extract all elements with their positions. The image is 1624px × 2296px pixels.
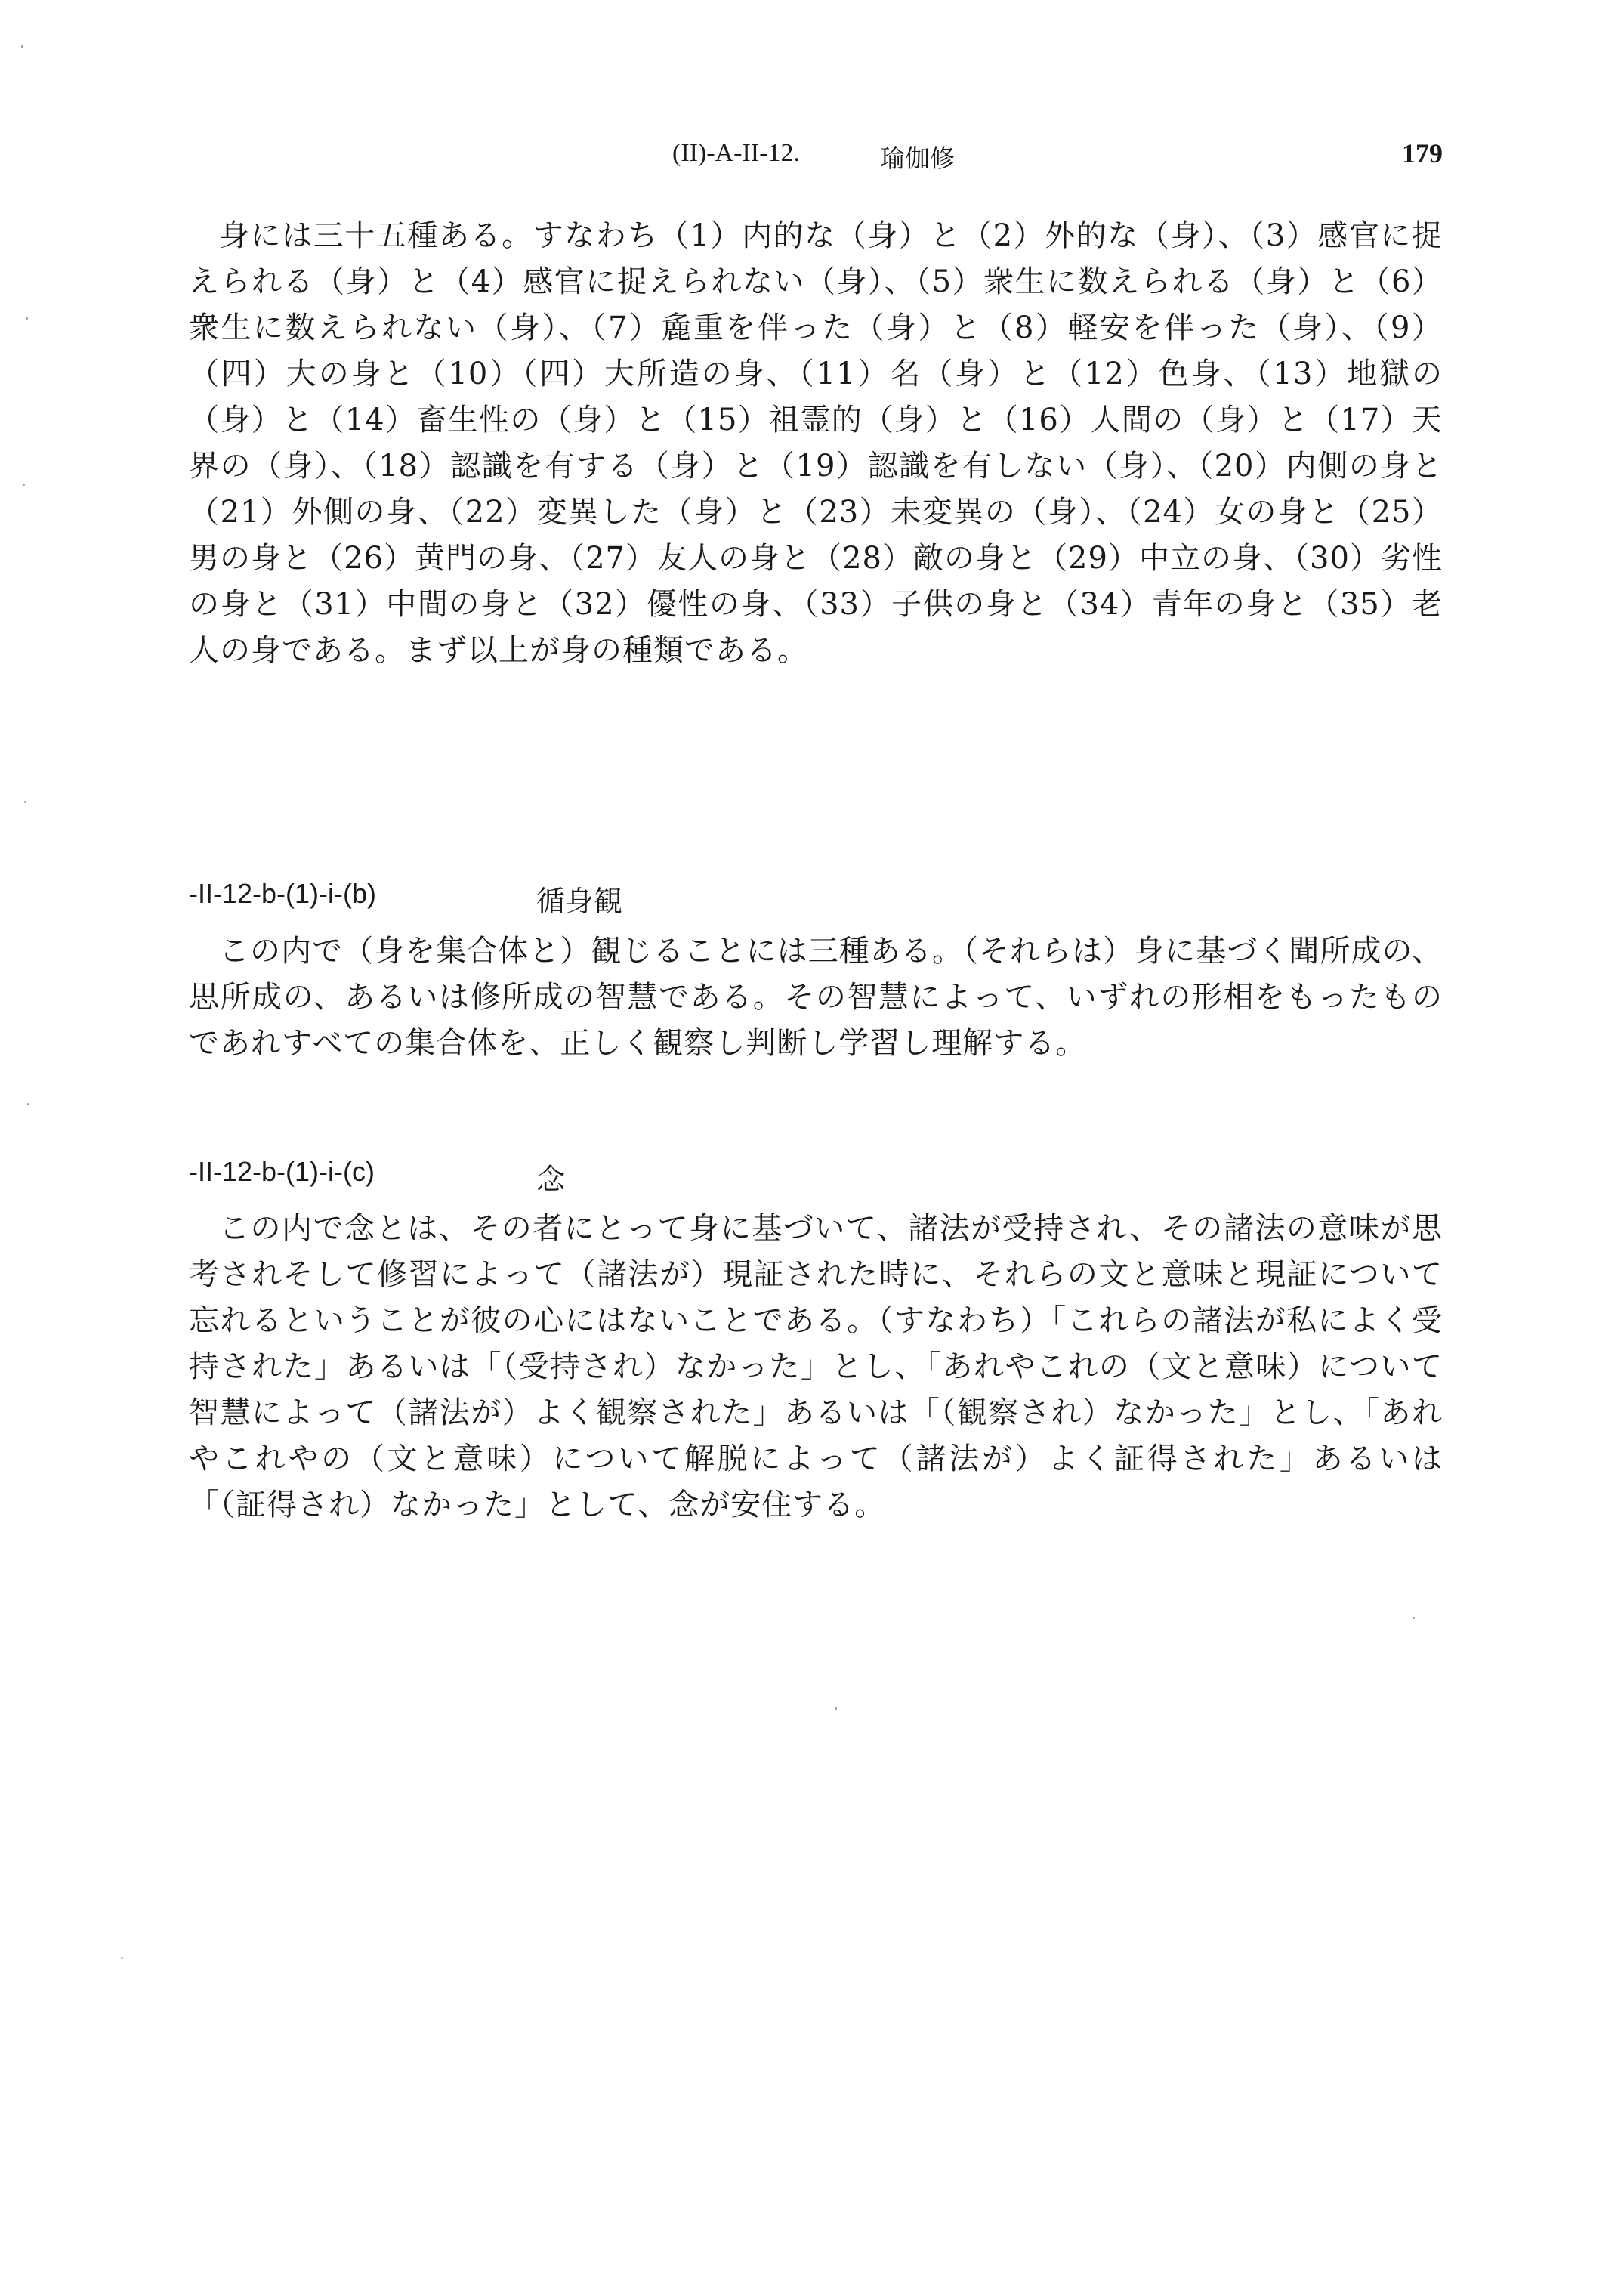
section-title-c: 念 [536,1163,566,1196]
scan-speck [24,801,26,803]
scan-speck [23,484,25,486]
scan-speck [835,1707,837,1710]
section-id-c: -II-12-b-(1)-i-(c) [189,1156,375,1187]
header-section-id: (II)-A-II-12. [672,139,800,167]
section-heading-b [189,878,1443,920]
scan-speck [21,45,23,48]
header-title: 瑜伽修 [880,144,955,173]
paragraph-body-contemplation: この内で（身を集合体と）観じることには三種ある。（それらは）身に基づく聞所成の、思所成の、あるいは修所成の智慧である。その智慧によって、いずれの形相をもったものであれすべての集合体を、正しく観察し判断し学習し理解する。 [189,934,1443,1061]
scan-speck [1413,1617,1415,1619]
section-heading-c [189,1156,1443,1198]
scan-speck [27,1103,29,1105]
page-number: 179 [1402,138,1443,168]
scan-speck [121,1957,123,1959]
running-header [189,134,1443,180]
section-title-b: 循身観 [536,885,623,918]
paragraph-mindfulness: この内で念とは、その者にとって身に基づいて、諸法が受持され、その諸法の意味が思考されそして修習によって（諸法が）現証された時に、それらの文と意味と現証について忘れるということが彼の心にはないことである。（すなわち）「これらの諸法が私によく受持された」あるいは「（受持され）なかった」とし、「あれやこれの（文と意味）について智慧によって（諸法が）よく観察された」あるいは「（観察され）なかった」とし、「あれやこれやの（文と意味）について解脱によって（諸法が）よく証得された」あるいは「（証得され）なかった」として、念が安住する。 [189,1211,1443,1522]
scan-speck [26,317,28,320]
section-id-b: -II-12-b-(1)-i-(b) [189,878,376,909]
paragraph-body-types: 身には三十五種ある。すなわち（1）内的な（身）と（2）外的な（身）、（3）感官に捉えられる（身）と（4）感官に捉えられない（身）、（5）衆生に数えられる（身）と（6）衆生に数えられない（身）、（7）麁重を伴った（身）と（8）軽安を伴った（身）、（9）（四）大の身と（10）（四）大所造の身、（11）名（身）と（12）色身、（13）地獄の（身）と（14）畜生性の（身）と（15）祖霊的（身）と（16）人間の（身）と（17）天界の（身）、（18）認識を有する（身）と（19）認識を有しない（身）、（20）内側の身と（21）外側の身、（22）変異した（身）と（23）未変異の（身）、（24）女の身と（25）男の身と（26）黄門の身、（27）友人の身と（28）敵の身と（29）中立の身、（30）劣性の身と（31）中間の身と（32）優性の身、（33）子供の身と（34）青年の身と（35）老人の身である。まず以上が身の種類である。 [189,218,1443,668]
